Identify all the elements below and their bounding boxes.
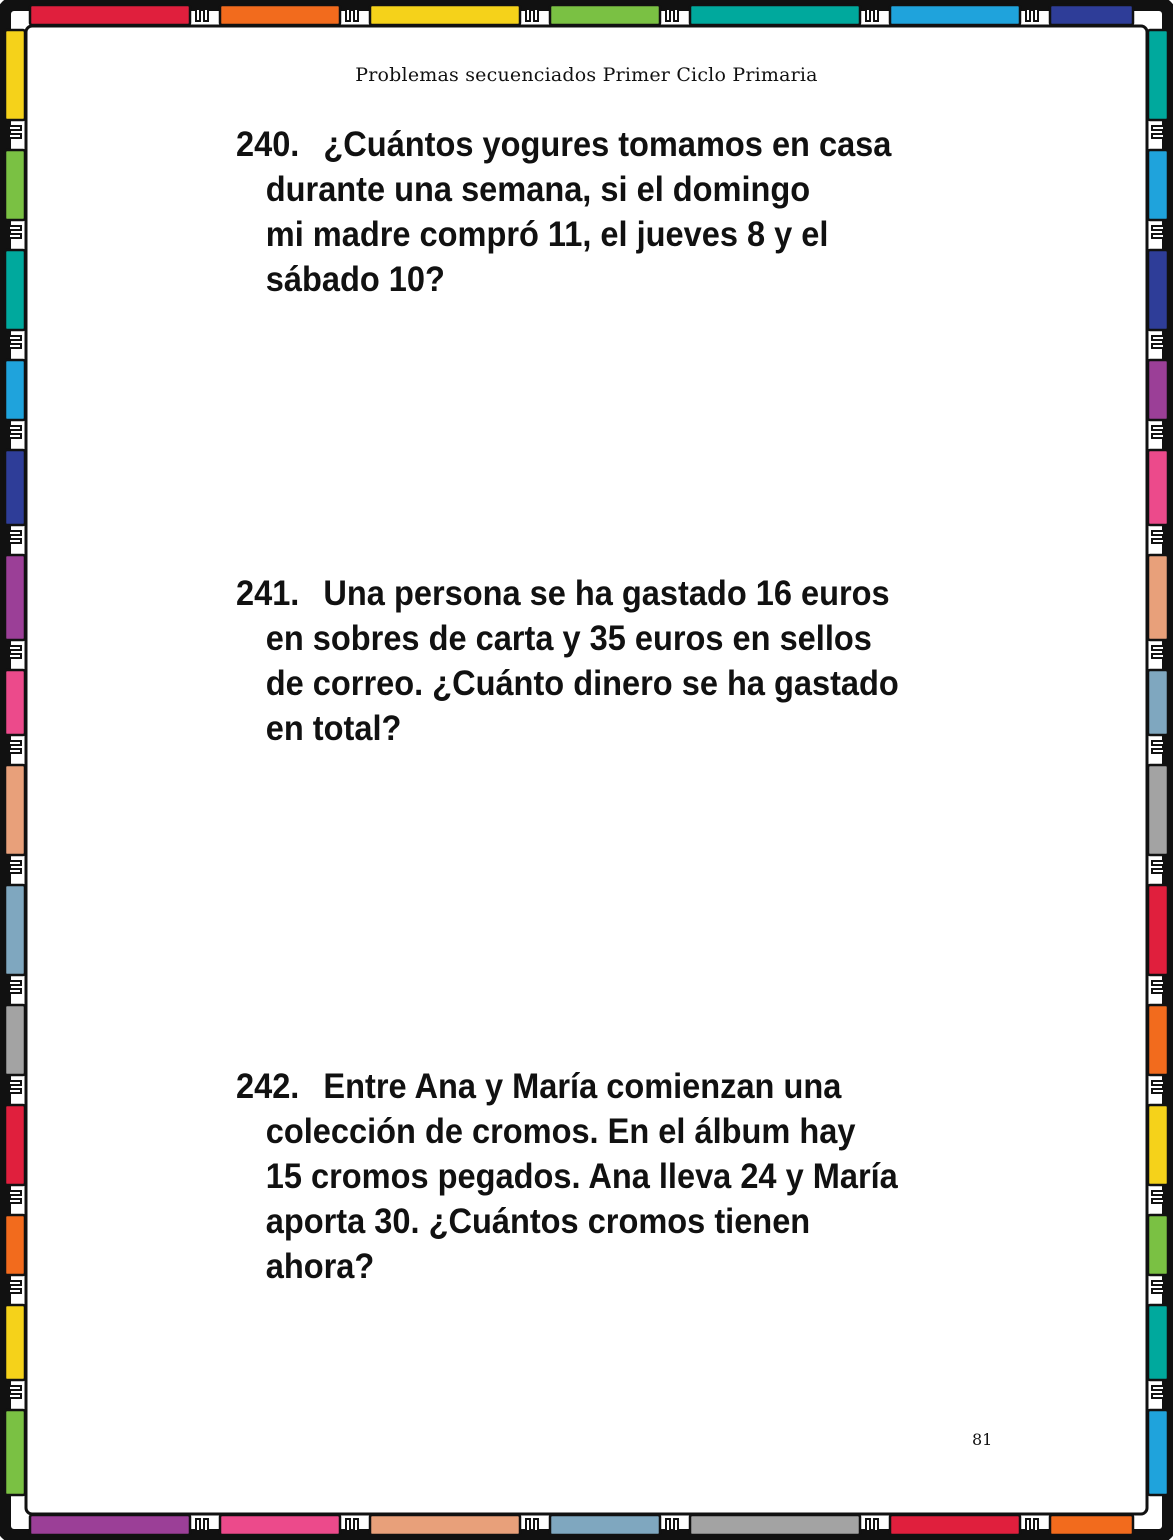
problem-line: en total? xyxy=(265,709,402,748)
border-dash xyxy=(9,531,21,535)
border-dash xyxy=(526,1519,530,1531)
border-segment xyxy=(1148,765,1168,855)
border-dash xyxy=(9,989,21,993)
border-dash xyxy=(9,869,21,873)
border-segment xyxy=(1148,250,1168,330)
problem-line xyxy=(236,1064,915,1109)
border-dash xyxy=(9,1281,21,1285)
border-segment xyxy=(1148,450,1168,525)
border-segment xyxy=(1148,1305,1168,1380)
border-dash xyxy=(1152,539,1164,543)
border-segment xyxy=(890,1515,1020,1535)
border-dash xyxy=(9,434,21,438)
border-dash xyxy=(1152,344,1164,348)
border-dash xyxy=(1152,646,1164,650)
problem-line: colección de cromos. En el álbum hay xyxy=(265,1112,856,1151)
border-dash xyxy=(1026,1519,1030,1531)
border-dash xyxy=(1152,981,1164,985)
border-dash xyxy=(9,126,21,130)
border-dash xyxy=(9,1081,21,1085)
border-dash xyxy=(1152,1199,1164,1203)
border-dash xyxy=(1152,226,1164,230)
border-dash xyxy=(1152,336,1164,340)
problem-text: Una persona se ha gastado 16 euros xyxy=(323,574,890,613)
border-segment xyxy=(5,250,25,330)
problem-line: ahora? xyxy=(265,1247,375,1286)
border-dash xyxy=(1152,134,1164,138)
problem-line: durante una semana, si el domingo xyxy=(265,170,811,209)
border-dash xyxy=(9,1199,21,1203)
border-segment xyxy=(1148,1410,1168,1495)
problem-241 xyxy=(236,571,915,751)
border-dash xyxy=(9,1089,21,1093)
border-segment xyxy=(30,1515,190,1535)
border-dash xyxy=(1152,1386,1164,1390)
border-dash xyxy=(9,741,21,745)
border-segment xyxy=(5,670,25,735)
problem-number: 242. xyxy=(236,1067,300,1106)
border-segment xyxy=(1148,360,1168,420)
border-dash xyxy=(674,1519,678,1531)
border-dash xyxy=(196,1519,200,1531)
border-segment xyxy=(5,1005,25,1075)
border-dash xyxy=(1026,9,1030,21)
border-dash xyxy=(9,426,21,430)
border-dash xyxy=(9,861,21,865)
border-segment xyxy=(1148,885,1168,975)
border-dash xyxy=(9,226,21,230)
border-dash xyxy=(534,9,538,21)
border-segment xyxy=(370,5,520,25)
border-dash xyxy=(1034,1519,1038,1531)
border-dash xyxy=(346,1519,350,1531)
border-segment xyxy=(890,5,1020,25)
border-dash xyxy=(204,1519,208,1531)
border-segment xyxy=(690,1515,860,1535)
border-dash xyxy=(1152,434,1164,438)
problem-line: aporta 30. ¿Cuántos cromos tienen xyxy=(265,1202,811,1241)
border-dash xyxy=(354,9,358,21)
border-dash xyxy=(9,981,21,985)
border-dash xyxy=(196,9,200,21)
border-dash xyxy=(204,9,208,21)
problem-240 xyxy=(236,122,915,302)
problem-text: Entre Ana y María comienzan una xyxy=(323,1067,842,1106)
border-segment xyxy=(220,1515,340,1535)
border-segment xyxy=(1148,150,1168,220)
border-dash xyxy=(9,234,21,238)
border-segment xyxy=(5,1105,25,1185)
border-segment xyxy=(1148,1105,1168,1185)
border-dash xyxy=(1034,9,1038,21)
border-segment xyxy=(5,360,25,420)
border-segment xyxy=(550,1515,660,1535)
border-dash xyxy=(1152,1191,1164,1195)
border-dash xyxy=(666,9,670,21)
problem-line: 15 cromos pegados. Ana lleva 24 y María xyxy=(265,1157,898,1196)
problem-242 xyxy=(236,1064,915,1289)
border-dash xyxy=(674,9,678,21)
border-segment xyxy=(690,5,860,25)
border-segment xyxy=(30,5,190,25)
border-segment xyxy=(1148,670,1168,735)
problem-number: 240. xyxy=(236,125,300,164)
border-dash xyxy=(1152,1281,1164,1285)
problem-text: ¿Cuántos yogures tomamos en casa xyxy=(323,125,892,164)
border-dash xyxy=(1152,234,1164,238)
border-dash xyxy=(866,9,870,21)
border-segment xyxy=(5,1305,25,1380)
border-dash xyxy=(9,749,21,753)
border-dash xyxy=(9,654,21,658)
border-dash xyxy=(1152,126,1164,130)
page-number: 81 xyxy=(972,1430,993,1449)
border-dash xyxy=(526,9,530,21)
border-segment xyxy=(5,1215,25,1275)
border-dash xyxy=(9,1289,21,1293)
border-dash xyxy=(666,1519,670,1531)
border-dash xyxy=(9,1394,21,1398)
border-dash xyxy=(1152,1081,1164,1085)
border-segment xyxy=(1148,1215,1168,1275)
border-dash xyxy=(1152,426,1164,430)
border-segment xyxy=(5,450,25,525)
border-dash xyxy=(1152,1289,1164,1293)
border-dash xyxy=(534,1519,538,1531)
problem-line: de correo. ¿Cuánto dinero se ha gastado xyxy=(265,664,899,703)
border-dash xyxy=(346,9,350,21)
problem-line: mi madre compró 11, el jueves 8 y el xyxy=(265,215,829,254)
border-segment xyxy=(1148,1005,1168,1075)
border-dash xyxy=(9,134,21,138)
border-dash xyxy=(1152,741,1164,745)
border-dash xyxy=(866,1519,870,1531)
border-dash xyxy=(1152,1089,1164,1093)
border-segment xyxy=(550,5,660,25)
border-dash xyxy=(1152,1394,1164,1398)
border-dash xyxy=(874,9,878,21)
border-dash xyxy=(1152,989,1164,993)
border-dash xyxy=(1152,869,1164,873)
border-dash xyxy=(9,646,21,650)
page-header-title: Problemas secuenciados Primer Ciclo Primaria xyxy=(355,64,818,86)
border-segment xyxy=(5,885,25,975)
problem-line xyxy=(236,122,915,167)
border-segment xyxy=(370,1515,520,1535)
border-segment xyxy=(5,1410,25,1495)
problem-number: 241. xyxy=(236,574,300,613)
border-dash xyxy=(1152,861,1164,865)
border-segment xyxy=(5,150,25,220)
border-dash xyxy=(9,336,21,340)
border-segment xyxy=(220,5,340,25)
problem-line: sábado 10? xyxy=(265,260,445,299)
border-segment xyxy=(1050,1515,1133,1535)
border-segment xyxy=(5,555,25,640)
border-dash xyxy=(874,1519,878,1531)
problem-line: en sobres de carta y 35 euros en sellos xyxy=(265,619,872,658)
border-dash xyxy=(1152,749,1164,753)
problem-line xyxy=(236,571,915,616)
border-segment xyxy=(1148,555,1168,640)
border-segment xyxy=(1050,5,1133,25)
border-dash xyxy=(9,344,21,348)
border-dash xyxy=(9,539,21,543)
border-dash xyxy=(354,1519,358,1531)
border-dash xyxy=(1152,654,1164,658)
border-dash xyxy=(9,1191,21,1195)
border-segment xyxy=(5,765,25,855)
border-dash xyxy=(1152,531,1164,535)
border-dash xyxy=(9,1386,21,1390)
